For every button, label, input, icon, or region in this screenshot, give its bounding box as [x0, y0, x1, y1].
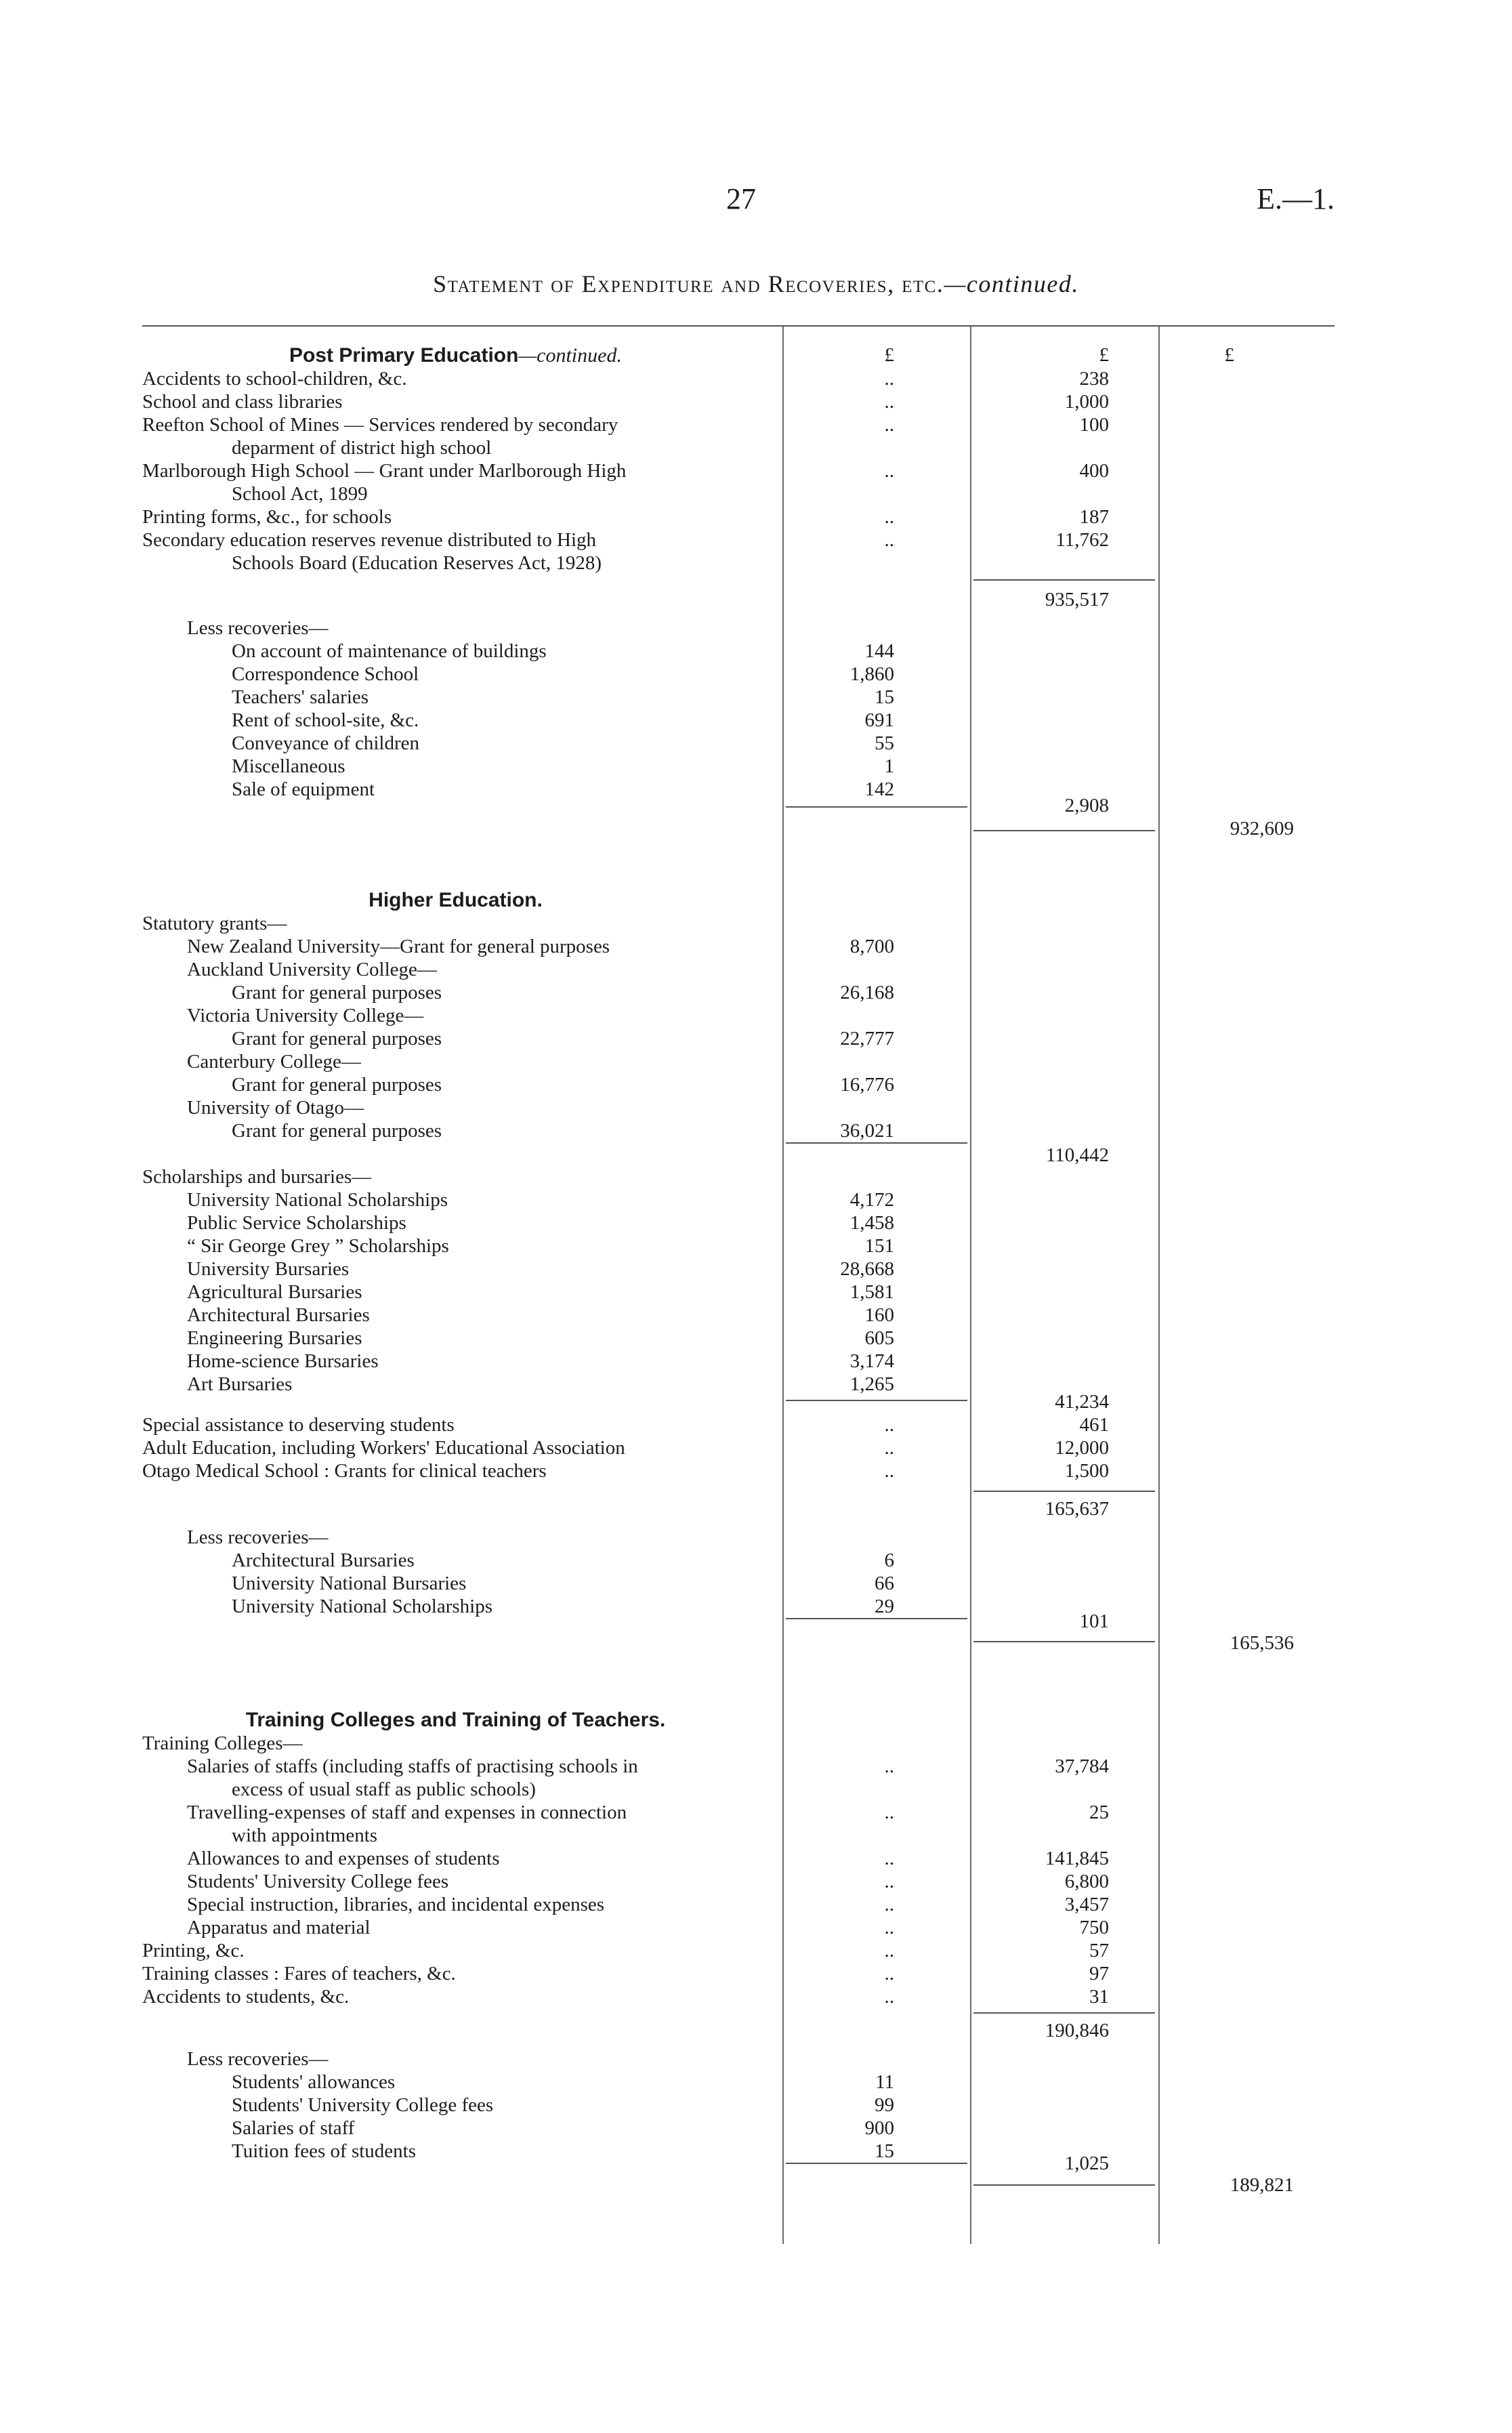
- higher-statutory-total: [0, 1144, 1512, 1167]
- post-primary-subtotal: [0, 588, 1512, 611]
- amount-col3: 189,821: [1230, 2174, 1294, 2196]
- post-primary-net-total: [0, 817, 1512, 840]
- higher-scholarship-row: [0, 1304, 1512, 1327]
- amount-col2: 2,908: [1064, 795, 1109, 816]
- amount-col1: ..: [884, 1848, 894, 1869]
- sum-rule: [973, 2012, 1155, 2014]
- amount-col1: 160: [864, 1304, 894, 1326]
- amount-col2: 187: [1079, 506, 1109, 528]
- post-primary-recovery-row: [0, 732, 1512, 755]
- amount-col1: 1,860: [849, 663, 894, 685]
- post-primary-recovery-row: [0, 686, 1512, 709]
- row-label: University National Scholarships: [232, 1596, 493, 1617]
- row-label: Travelling-expenses of staff and expenses in connection: [187, 1802, 627, 1823]
- post-primary-row: [0, 482, 1512, 505]
- post-primary-row: [0, 552, 1512, 575]
- row-label: Auckland University College—: [187, 959, 437, 980]
- row-label: Engineering Bursaries: [187, 1327, 362, 1349]
- row-label: Students' University College fees: [232, 2094, 494, 2116]
- amount-col1: 144: [864, 640, 894, 662]
- amount-col2: 110,442: [1045, 1144, 1109, 1166]
- training-recoveries-label: [0, 2047, 1512, 2071]
- row-label: Less recoveries—: [187, 2048, 329, 2070]
- post-primary-heading: [142, 344, 769, 367]
- amount-col1: 15: [875, 2140, 894, 2162]
- higher-recoveries-label: [0, 1526, 1512, 1549]
- amount-col2: 190,846: [1045, 2020, 1109, 2041]
- row-label: Secondary education reserves revenue distributed to High: [142, 529, 597, 551]
- row-label: Scholarships and bursaries—: [142, 1166, 372, 1188]
- higher-other-row: [0, 1459, 1512, 1482]
- amount-col2: 97: [1089, 1963, 1109, 1984]
- amount-col2: 1,500: [1064, 1460, 1109, 1482]
- row-label: Less recoveries—: [187, 1526, 329, 1548]
- row-label: University of Otago—: [187, 1097, 364, 1119]
- post-primary-recovery-row: [0, 663, 1512, 686]
- higher-statutory-row: [0, 1073, 1512, 1096]
- amount-col1: 142: [864, 778, 894, 800]
- post-primary-recoveries-label: [0, 617, 1512, 640]
- post-primary-row: [0, 390, 1512, 413]
- training-recovery-row: [0, 2094, 1512, 2117]
- amount-col1: 3,174: [849, 1350, 894, 1372]
- amount-col2: 935,517: [1045, 589, 1109, 610]
- post-primary-heading-suffix: —continued.: [518, 344, 622, 367]
- amount-col1: 1,458: [849, 1212, 894, 1234]
- row-label: Salaries of staffs (including staffs of practising schools in: [187, 1755, 638, 1777]
- row-label: Canterbury College—: [187, 1051, 361, 1073]
- higher-scholarship-row: [0, 1281, 1512, 1304]
- row-label: Salaries of staff: [232, 2117, 355, 2139]
- training-heading: [142, 1709, 769, 1732]
- row-label: Grant for general purposes: [232, 1028, 442, 1049]
- row-label: with appointments: [232, 1825, 378, 1846]
- higher-other-row: [0, 1436, 1512, 1459]
- amount-col2: 165,637: [1045, 1498, 1109, 1520]
- training-recovery-row: [0, 2117, 1512, 2140]
- higher-scholarship-row: [0, 1211, 1512, 1234]
- higher-statutory-row: [0, 1119, 1512, 1142]
- amount-col1: ..: [884, 529, 894, 551]
- post-primary-row: [0, 459, 1512, 482]
- amount-col1: 66: [875, 1573, 894, 1594]
- row-label: Teachers' salaries: [232, 686, 369, 708]
- row-label: Students' University College fees: [187, 1871, 449, 1892]
- amount-col1: ..: [884, 1460, 894, 1482]
- row-label: Otago Medical School : Grants for clinical teachers: [142, 1460, 547, 1482]
- document-code: E.—1.: [1257, 182, 1335, 215]
- amount-col1: ..: [884, 391, 894, 413]
- amount-col1: 1: [884, 755, 894, 777]
- amount-col1: 16,776: [840, 1074, 894, 1096]
- training-row: [0, 1985, 1512, 2008]
- post-primary-heading-text: Post Primary Education: [289, 344, 519, 367]
- row-label: Victoria University College—: [187, 1005, 424, 1026]
- amount-col1: 36,021: [840, 1120, 894, 1142]
- higher-scholarship-row: [0, 1257, 1512, 1281]
- row-label: Printing forms, &c., for schools: [142, 506, 392, 528]
- amount-col1: 4,172: [849, 1189, 894, 1211]
- higher-statutory-row: [0, 981, 1512, 1004]
- higher-statutory-row: [0, 1027, 1512, 1050]
- amount-col2: 238: [1079, 368, 1109, 390]
- amount-col1: ..: [884, 1963, 894, 1984]
- row-label: New Zealand University—Grant for general purposes: [187, 936, 610, 957]
- amount-col1: ..: [884, 414, 894, 436]
- row-label: “ Sir George Grey ” Scholarships: [187, 1235, 449, 1257]
- training-recoveries-total: [0, 2152, 1512, 2175]
- row-label: Home-science Bursaries: [187, 1350, 379, 1372]
- higher-education-heading: [142, 889, 769, 912]
- amount-col2: 141,845: [1045, 1848, 1109, 1869]
- amount-col2: 750: [1079, 1917, 1109, 1938]
- training-row: [0, 1801, 1512, 1824]
- amount-col1: 22,777: [840, 1028, 894, 1049]
- row-label: Miscellaneous: [232, 755, 345, 777]
- training-net-total: [0, 2174, 1512, 2197]
- amount-col2: 461: [1079, 1414, 1109, 1436]
- amount-col2: 3,457: [1064, 1894, 1109, 1915]
- higher-other-row: [0, 1413, 1512, 1436]
- training-row: [0, 1916, 1512, 1939]
- row-label: Art Bursaries: [187, 1373, 293, 1395]
- amount-col1: 26,168: [840, 982, 894, 1003]
- amount-col3: 932,609: [1230, 818, 1294, 839]
- amount-col1: 28,668: [840, 1258, 894, 1280]
- row-label: Apparatus and material: [187, 1917, 371, 1938]
- amount-col1: ..: [884, 1802, 894, 1823]
- row-label: Grant for general purposes: [232, 982, 442, 1003]
- row-label: Accidents to students, &c.: [142, 1986, 350, 2008]
- row-label: Training classes : Fares of teachers, &c.: [142, 1963, 456, 1984]
- amount-col3: 165,536: [1230, 1632, 1294, 1654]
- row-label: Allowances to and expenses of students: [187, 1848, 500, 1869]
- training-row: [0, 1893, 1512, 1916]
- amount-col1: 691: [864, 709, 894, 731]
- row-label: Accidents to school-children, &c.: [142, 368, 407, 390]
- amount-col2: 101: [1079, 1610, 1109, 1632]
- row-label: excess of usual staff as public schools): [232, 1779, 536, 1800]
- amount-col2: 37,784: [1055, 1755, 1109, 1777]
- higher-scholarship-row: [0, 1188, 1512, 1211]
- amount-col1: 6: [884, 1550, 894, 1571]
- amount-col1: 11: [875, 2071, 894, 2093]
- sum-rule: [973, 579, 1155, 581]
- page-header: [0, 182, 1512, 229]
- page-number: 27: [726, 182, 756, 215]
- row-label: deparment of district high school: [232, 437, 492, 459]
- sum-rule: [973, 1491, 1155, 1492]
- row-label: Conveyance of children: [232, 732, 420, 754]
- amount-col1: ..: [884, 1414, 894, 1436]
- higher-statutory-row: [0, 1004, 1512, 1027]
- higher-statutory-label: [0, 912, 1512, 935]
- higher-education-heading-text: Higher Education.: [369, 889, 543, 911]
- row-label: Grant for general purposes: [232, 1120, 442, 1142]
- statement-title-main: Statement of Expenditure and Recoveries, etc.: [433, 270, 944, 297]
- amount-col2: 41,234: [1055, 1391, 1109, 1413]
- row-label: Adult Education, including Workers' Educational Association: [142, 1437, 625, 1459]
- amount-col2: 31: [1089, 1986, 1109, 2008]
- row-label: University National Scholarships: [187, 1189, 448, 1211]
- amount-col1: ..: [884, 1894, 894, 1915]
- higher-statutory-row: [0, 1050, 1512, 1073]
- training-subtotal: [0, 2019, 1512, 2042]
- higher-scholarship-row: [0, 1350, 1512, 1373]
- training-row: [0, 1755, 1512, 1778]
- amount-col1: ..: [884, 460, 894, 482]
- row-label: Agricultural Bursaries: [187, 1281, 362, 1303]
- table-top-rule: [142, 325, 1335, 327]
- post-primary-row: [0, 528, 1512, 552]
- row-label: Public Service Scholarships: [187, 1212, 406, 1234]
- row-label: Marlborough High School — Grant under Marlborough High: [142, 460, 627, 482]
- amount-col1: 1,265: [849, 1373, 894, 1395]
- training-row: [0, 1870, 1512, 1893]
- training-row: [0, 1824, 1512, 1847]
- row-label: Architectural Bursaries: [232, 1550, 415, 1571]
- statement-title: [0, 270, 1512, 298]
- training-row: [0, 1778, 1512, 1801]
- row-label: Rent of school-site, &c.: [232, 709, 419, 731]
- amount-col2: 100: [1079, 414, 1109, 436]
- amount-col1: 151: [864, 1235, 894, 1257]
- amount-col1: 99: [875, 2094, 894, 2116]
- amount-col2: 12,000: [1055, 1437, 1109, 1459]
- amount-col1: ..: [884, 1917, 894, 1938]
- post-primary-recovery-row: [0, 709, 1512, 732]
- post-primary-recovery-row: [0, 755, 1512, 778]
- amount-col1: 55: [875, 732, 894, 754]
- row-label: Students' allowances: [232, 2071, 396, 2093]
- amount-col1: 900: [864, 2117, 894, 2139]
- row-label: Special assistance to deserving students: [142, 1414, 455, 1436]
- amount-col2: 400: [1079, 460, 1109, 482]
- higher-scholarship-row: [0, 1327, 1512, 1350]
- post-primary-recovery-row: [0, 640, 1512, 663]
- amount-col2: 6,800: [1064, 1871, 1109, 1892]
- post-primary-row: [0, 505, 1512, 528]
- amount-col2: 1,025: [1064, 2153, 1109, 2174]
- training-colleges-label: [0, 1732, 1512, 1755]
- row-label: Grant for general purposes: [232, 1074, 442, 1096]
- row-label: Architectural Bursaries: [187, 1304, 370, 1326]
- higher-recoveries-total: [0, 1610, 1512, 1633]
- higher-recovery-row: [0, 1572, 1512, 1595]
- amount-col1: 1,581: [849, 1281, 894, 1303]
- amount-col1: 605: [864, 1327, 894, 1349]
- post-primary-row: [0, 436, 1512, 459]
- row-label: Statutory grants—: [142, 913, 287, 934]
- row-label: On account of maintenance of buildings: [232, 640, 547, 662]
- amount-col1: 8,700: [849, 936, 894, 957]
- statement-title-suffix: —continued.: [944, 270, 1079, 297]
- row-label: School and class libraries: [142, 391, 343, 413]
- row-label: Sale of equipment: [232, 778, 375, 800]
- amount-col1: ..: [884, 368, 894, 390]
- amount-col1: ..: [884, 1986, 894, 2008]
- higher-scholarships-total: [0, 1390, 1512, 1413]
- currency-symbol-col1: £: [884, 344, 894, 366]
- higher-scholarships-label: [0, 1165, 1512, 1188]
- post-primary-row: [0, 413, 1512, 436]
- training-row: [0, 1847, 1512, 1870]
- higher-scholarship-row: [0, 1234, 1512, 1257]
- row-label: School Act, 1899: [232, 483, 368, 505]
- amount-col1: ..: [884, 1871, 894, 1892]
- currency-symbol-col2: £: [1099, 344, 1109, 366]
- row-label: Reefton School of Mines — Services rendered by secondary: [142, 414, 618, 436]
- row-label: Training Colleges—: [142, 1732, 303, 1754]
- currency-symbol-col3: £: [1224, 344, 1234, 366]
- amount-col1: ..: [884, 506, 894, 528]
- amount-col2: 11,762: [1055, 529, 1109, 551]
- training-row: [0, 1939, 1512, 1962]
- post-primary-recoveries-total: [0, 794, 1512, 817]
- amount-col1: ..: [884, 1755, 894, 1777]
- row-label: Special instruction, libraries, and incidental expenses: [187, 1894, 605, 1915]
- row-label: Schools Board (Education Reserves Act, 1928): [232, 552, 602, 574]
- amount-col2: 1,000: [1064, 391, 1109, 413]
- amount-col2: 57: [1089, 1940, 1109, 1961]
- amount-col1: ..: [884, 1940, 894, 1961]
- row-label: University National Bursaries: [232, 1573, 467, 1594]
- higher-subtotal: [0, 1497, 1512, 1520]
- row-label: Less recoveries—: [187, 617, 329, 639]
- amount-col1: ..: [884, 1437, 894, 1459]
- training-recovery-row: [0, 2071, 1512, 2094]
- amount-col1: 29: [875, 1596, 894, 1617]
- training-row: [0, 1962, 1512, 1985]
- amount-col1: 15: [875, 686, 894, 708]
- row-label: Tuition fees of students: [232, 2140, 417, 2162]
- higher-net-total: [0, 1631, 1512, 1655]
- row-label: Correspondence School: [232, 663, 419, 685]
- row-label: Printing, &c.: [142, 1940, 245, 1961]
- higher-recovery-row: [0, 1549, 1512, 1572]
- row-label: University Bursaries: [187, 1258, 350, 1280]
- higher-statutory-row: [0, 958, 1512, 981]
- higher-statutory-row: [0, 1096, 1512, 1119]
- training-heading-text: Training Colleges and Training of Teachers.: [245, 1709, 666, 1731]
- amount-col2: 25: [1089, 1802, 1109, 1823]
- post-primary-row: [0, 367, 1512, 390]
- higher-statutory-row: [0, 935, 1512, 958]
